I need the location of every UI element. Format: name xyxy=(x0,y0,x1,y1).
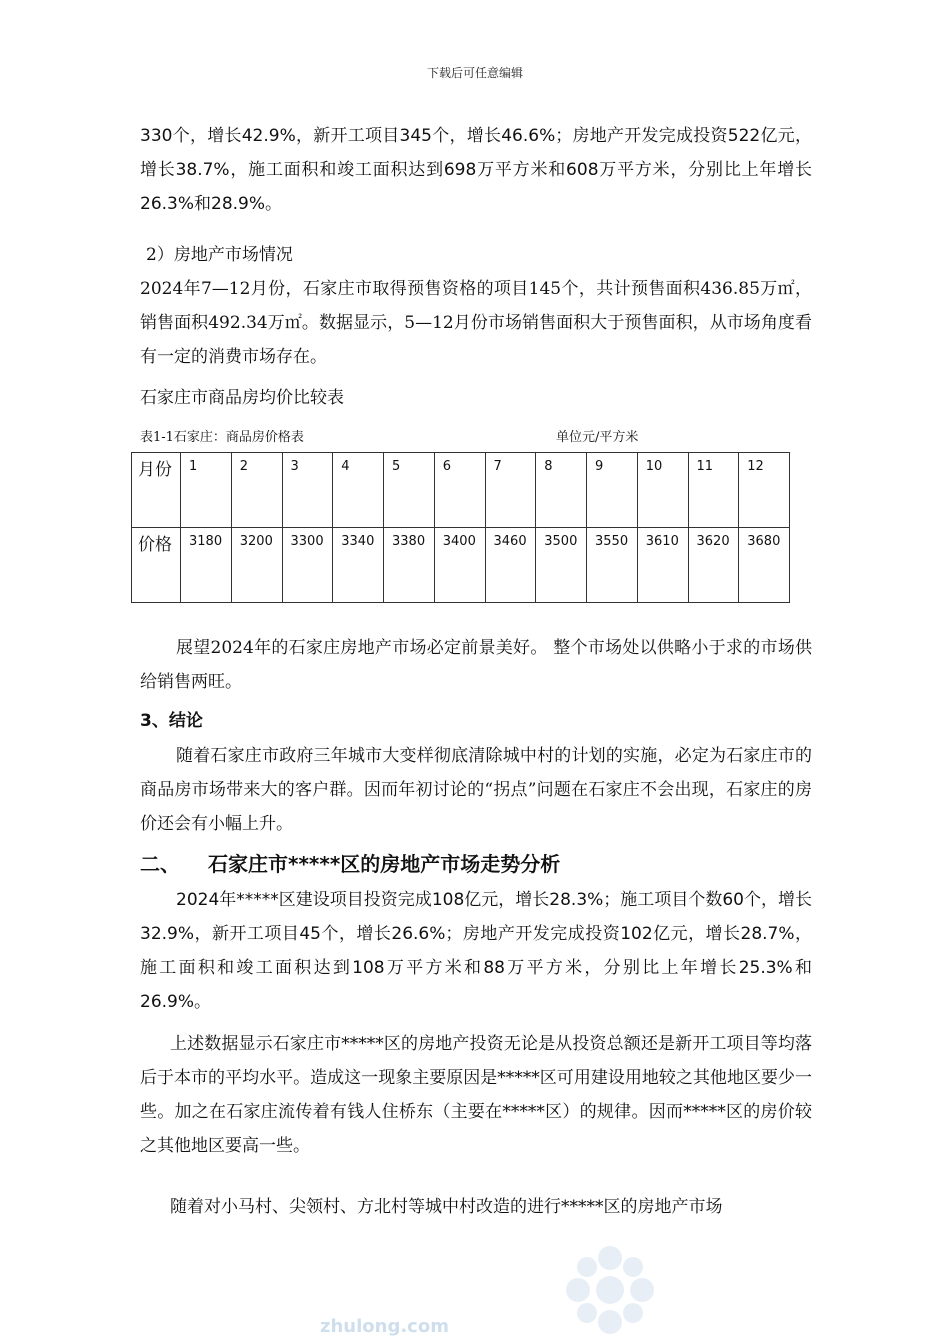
paragraph-district-analysis: 上述数据显示石家庄市*****区的房地产投资无论是从投资总额还是新开工项目等均落后于本市的平均水平。造成这一现象主要原因是*****区可用建设用地较之其他地区要少一些。加之在石家庄流传着有钱人住桥东（主要在*****区）的规律。因而*****区的房价较之其他地区要高一些。 xyxy=(140,1034,812,1156)
month-cell: 9 xyxy=(587,453,638,528)
price-table xyxy=(131,452,790,603)
price-cell: 3680 xyxy=(739,528,790,603)
month-cell: 8 xyxy=(536,453,587,528)
paragraph-district-stats: 2024年*****区建设项目投资完成108亿元，增长28.3%；施工项目个数60个，增长32.9%，新开工项目45个，增长26.6%；房地产开发完成投资102亿元，增长28.7%，施工面积和竣工面积达到108万平方米和88万平方米，分别比上年增长25.3%和26.9%。 xyxy=(140,890,812,1012)
month-cell: 12 xyxy=(739,453,790,528)
month-cell: 1 xyxy=(181,453,232,528)
price-cell: 3380 xyxy=(384,528,435,603)
price-cell: 3300 xyxy=(282,528,333,603)
page-header-note: 下载后可任意编辑 xyxy=(426,66,523,80)
month-cell: 11 xyxy=(688,453,739,528)
month-cell: 5 xyxy=(384,453,435,528)
price-cell: 3200 xyxy=(231,528,282,603)
month-cell: 4 xyxy=(333,453,384,528)
price-cell: 3500 xyxy=(536,528,587,603)
paragraph-outlook: 展望2024年的石家庄房地产市场必定前景美好。 整个市场处以供略小于求的市场供给销售两旺。 xyxy=(140,638,812,692)
paragraph-presale: 2024年7—12月份，石家庄市取得预售资格的项目145个，共计预售面积436.85万㎡，销售面积492.34万㎡。数据显示，5—12月份市场销售面积大于预售面积，从市场角度看有一定的消费市场存在。 xyxy=(140,279,812,367)
price-cell: 3610 xyxy=(637,528,688,603)
price-cell: 3550 xyxy=(587,528,638,603)
month-cell: 2 xyxy=(231,453,282,528)
row-label-months: 月份 xyxy=(132,453,181,528)
table-unit: 单位元/平方米 xyxy=(556,430,639,445)
section-heading-district xyxy=(140,848,560,877)
paragraph-village-renovation: 随着对小马村、尖领村、方北村等城中村改造的进行*****区的房地产市场 xyxy=(170,1197,723,1217)
row-label-prices: 价格 xyxy=(132,528,181,603)
table-caption: 表1-1石家庄：商品房价格表 xyxy=(140,430,304,445)
price-cell: 3180 xyxy=(181,528,232,603)
watermark-text: zhulong.com xyxy=(320,1316,449,1337)
month-cell: 6 xyxy=(434,453,485,528)
table-title: 石家庄市商品房均价比较表 xyxy=(140,388,344,408)
month-cell: 3 xyxy=(282,453,333,528)
price-cell: 3460 xyxy=(485,528,536,603)
zhulong-logo-icon xyxy=(560,1240,660,1340)
paragraph-conclusion: 随着石家庄市政府三年城市大变样彻底清除城中村的计划的实施，必定为石家庄市的商品房市场带来大的客户群。因而年初讨论的“拐点”问题在石家庄不会出现，石家庄的房价还会有小幅上升。 xyxy=(140,746,812,834)
month-cell: 7 xyxy=(485,453,536,528)
price-cell: 3400 xyxy=(434,528,485,603)
table-row-prices xyxy=(132,528,790,603)
table-row-months xyxy=(132,453,790,528)
section-heading-number: 二、 xyxy=(140,852,180,876)
section-title-market: 2）房地产市场情况 xyxy=(146,245,293,265)
conclusion-heading: 3、结论 xyxy=(140,711,203,731)
section-heading-title: 石家庄市*****区的房地产市场走势分析 xyxy=(208,852,561,876)
month-cell: 10 xyxy=(637,453,688,528)
price-cell: 3620 xyxy=(688,528,739,603)
price-cell: 3340 xyxy=(333,528,384,603)
paragraph-investment-stats: 330个，增长42.9%，新开工项目345个，增长46.6%；房地产开发完成投资522亿元，增长38.7%，施工面积和竣工面积达到698万平方米和608万平方米，分别比上年增长26.3%和28.9%。 xyxy=(140,126,812,214)
